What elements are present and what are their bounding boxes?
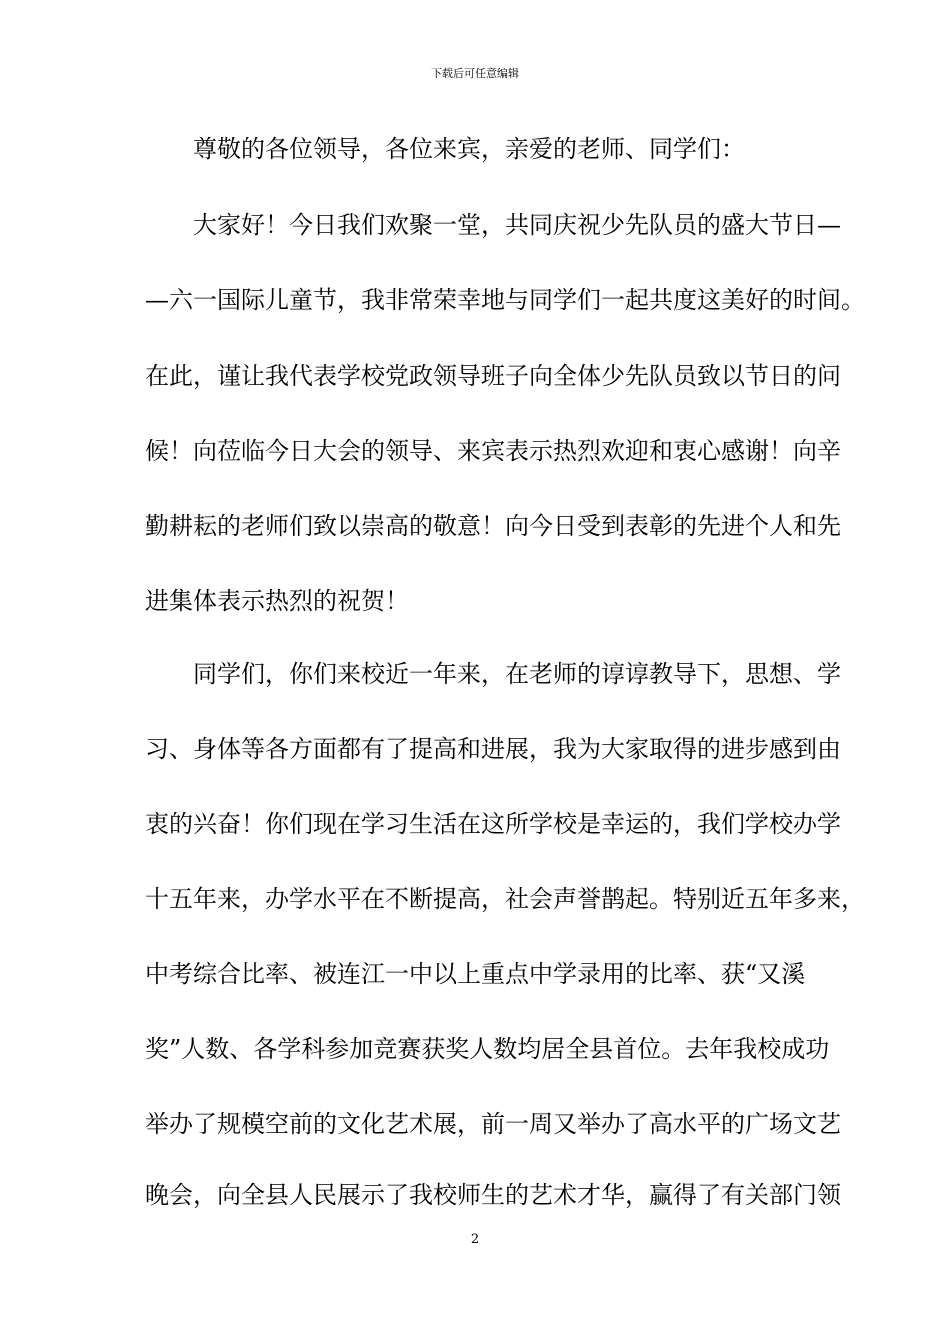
text-line: 晚会，向全县人民展示了我校师生的艺术才华，赢得了有关部门领 — [145, 1181, 841, 1209]
text-line: 进集体表示热烈的祝贺！ — [145, 587, 409, 615]
text-line: 举办了规模空前的文化艺术展，前一周又举办了高水平的广场文艺 — [145, 1110, 841, 1138]
page-number: 2 — [470, 1232, 480, 1247]
text-line: 习、身体等各方面都有了提高和进展，我为大家取得的进步感到由 — [145, 735, 841, 763]
text-line: —六一国际儿童节，我非常荣幸地与同学们一起共度这美好的时间。 — [145, 286, 865, 314]
text-line: 中考综合比率、被连江一中以上重点中学录用的比率、获“又溪 — [145, 960, 806, 988]
text-line: 大家好！今日我们欢聚一堂，共同庆祝少先队员的盛大节日— — [145, 211, 841, 239]
text-line: 奖”人数、各学科参加竞赛获奖人数均居全县首位。去年我校成功 — [145, 1035, 830, 1063]
text-line: 在此，谨让我代表学校党政领导班子向全体少先队员致以节日的问 — [145, 362, 841, 390]
text-line: 勤耕耘的老师们致以崇高的敬意！向今日受到表彰的先进个人和先 — [145, 512, 841, 540]
text-line: 尊敬的各位领导，各位来宾，亲爱的老师、同学们： — [145, 135, 745, 163]
text-line: 衷的兴奋！你们现在学习生活在这所学校是幸运的，我们学校办学 — [145, 810, 841, 838]
header-note: 下载后可任意编辑 — [431, 67, 519, 80]
text-line: 同学们，你们来校近一年来，在老师的谆谆教导下，思想、学 — [145, 660, 841, 688]
text-line: 十五年来，办学水平在不断提高，社会声誉鹊起。特别近五年多来， — [145, 885, 865, 913]
text-line: 候！向莅临今日大会的领导、来宾表示热烈欢迎和衷心感谢！向辛 — [145, 437, 841, 465]
